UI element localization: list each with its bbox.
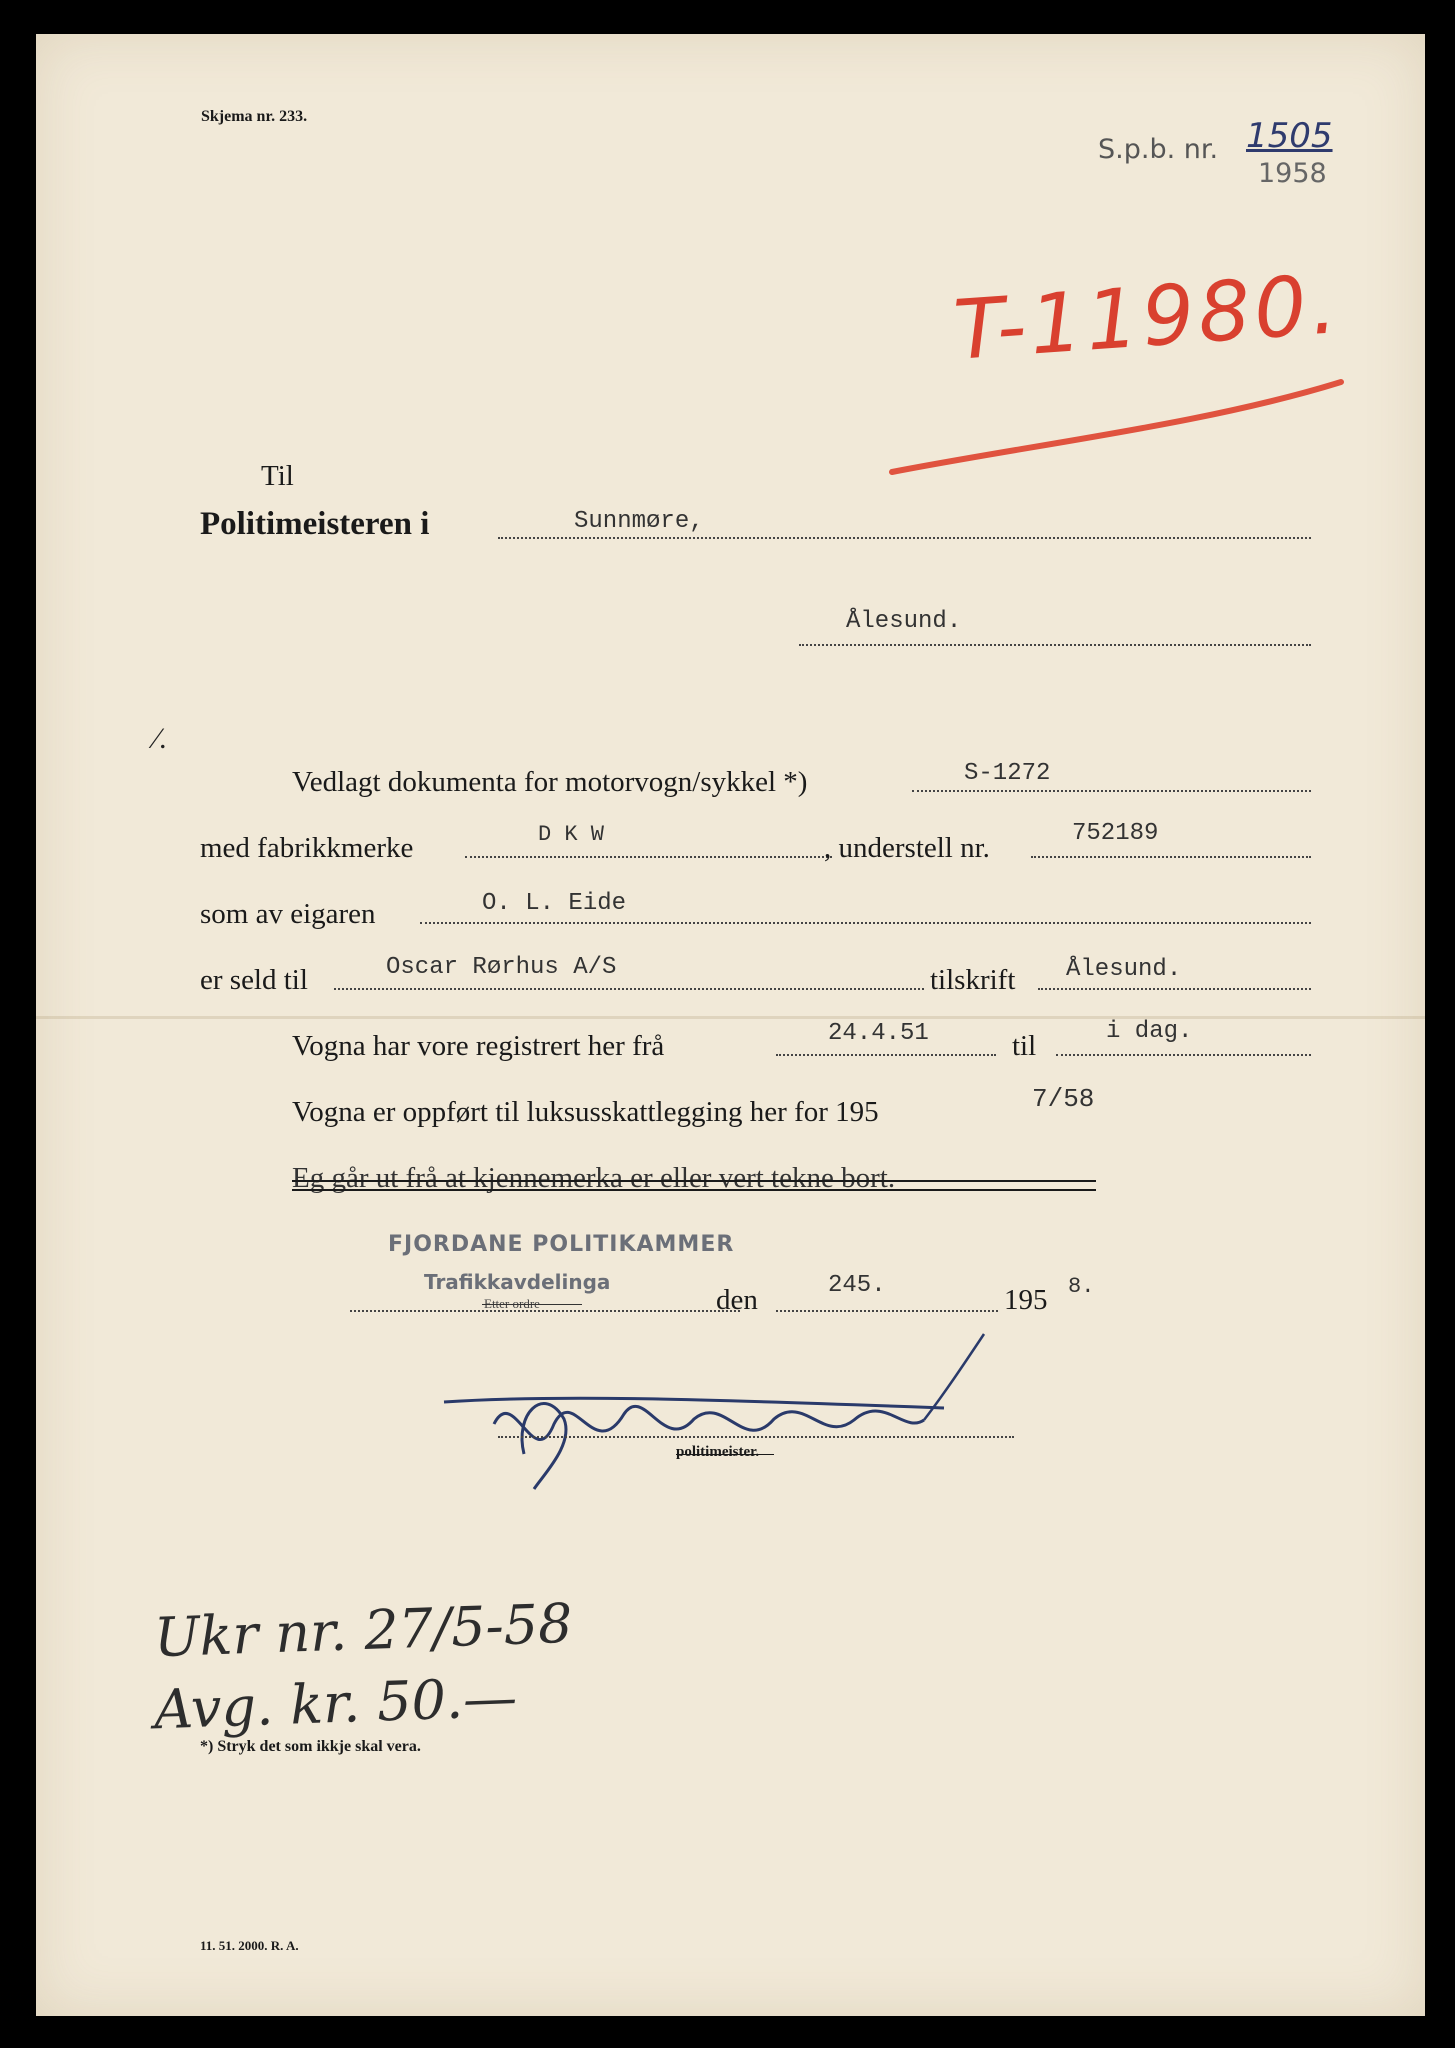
struck-statement: Eg går ut frå at kjennemerka er eller vert tekne bort. — [292, 1162, 896, 1194]
date-label: den — [716, 1284, 758, 1316]
date-value: 245. — [828, 1272, 886, 1299]
to-label: Til — [261, 460, 294, 492]
documents-line — [912, 790, 1311, 792]
owner-label: som av eigaren — [200, 898, 376, 930]
red-underline — [886, 374, 1346, 484]
reference-number: T-11980. — [951, 257, 1344, 379]
make-label: med fabrikkmerke — [200, 832, 414, 864]
signature-line — [498, 1436, 1014, 1438]
registered-from: 24.4.51 — [828, 1020, 929, 1047]
make-line — [465, 856, 832, 858]
fold-line — [36, 1016, 1425, 1019]
stamp-line-3: Etter ordre — [484, 1296, 540, 1311]
city-value: Ålesund. — [846, 608, 962, 635]
year-prefix: 195 — [1004, 1284, 1048, 1316]
tax-value: 7/58 — [1032, 1084, 1095, 1114]
print-code: 11. 51. 2000. R. A. — [200, 1938, 299, 1953]
margin-mark: ⁄. — [154, 722, 167, 755]
sold-label: er seld til — [200, 964, 308, 996]
address-line — [1038, 988, 1311, 990]
signature-title-strike — [676, 1454, 774, 1455]
place-line — [350, 1310, 740, 1312]
strike-line-1 — [292, 1180, 1096, 1182]
signature-scribble — [424, 1324, 1004, 1494]
recipient-value: Sunnmøre, — [574, 508, 704, 535]
address-value: Ålesund. — [1066, 956, 1182, 983]
registered-to-line — [1056, 1054, 1311, 1056]
sold-line — [334, 988, 924, 990]
footnote: *) Stryk det som ikkje skal vera. — [200, 1738, 421, 1755]
registered-to: i dag. — [1106, 1018, 1193, 1045]
stamp-line-3-strike — [482, 1304, 582, 1305]
signature-title: politimeister. — [676, 1444, 760, 1460]
recipient-line — [498, 537, 1311, 539]
spb-label: S.p.b. nr. — [1098, 134, 1219, 165]
registered-label: Vogna har vore registrert her frå — [292, 1030, 665, 1062]
spb-year: 1958 — [1258, 158, 1327, 189]
chassis-value: 752189 — [1072, 820, 1159, 847]
documents-value: S-1272 — [964, 760, 1051, 787]
registered-from-line — [776, 1054, 996, 1056]
schema-number: Skjema nr. 233. — [201, 108, 308, 125]
address-label: tilskrift — [930, 964, 1016, 996]
handwritten-note-1: Ukr nr. 27/5-58 — [153, 1591, 574, 1670]
sold-value: Oscar Rørhus A/S — [386, 954, 617, 981]
chassis-line — [1031, 856, 1311, 858]
make-value: D K W — [538, 822, 605, 847]
handwritten-note-2: Avg. kr. 50.— — [153, 1665, 519, 1742]
tax-label: Vogna er oppført til luksusskattlegging her for 195 — [292, 1096, 879, 1128]
stamp-line-1: FJORDANE POLITIKAMMER — [388, 1232, 735, 1257]
chassis-label: , understell nr. — [824, 832, 990, 864]
owner-value: O. L. Eide — [482, 890, 627, 917]
owner-line — [420, 922, 1311, 924]
strike-line-2 — [292, 1189, 1096, 1191]
spb-number: 1505 — [1246, 116, 1333, 156]
year-value: 8. — [1068, 1274, 1095, 1299]
registered-to-label: til — [1012, 1030, 1037, 1062]
date-line — [776, 1310, 998, 1312]
document-page — [36, 34, 1425, 2016]
stamp-line-2: Trafikkavdelinga — [424, 1270, 611, 1294]
recipient-label: Politimeisteren i — [200, 506, 430, 542]
city-line — [799, 644, 1311, 646]
documents-label: Vedlagt dokumenta for motorvogn/sykkel *) — [292, 766, 808, 798]
